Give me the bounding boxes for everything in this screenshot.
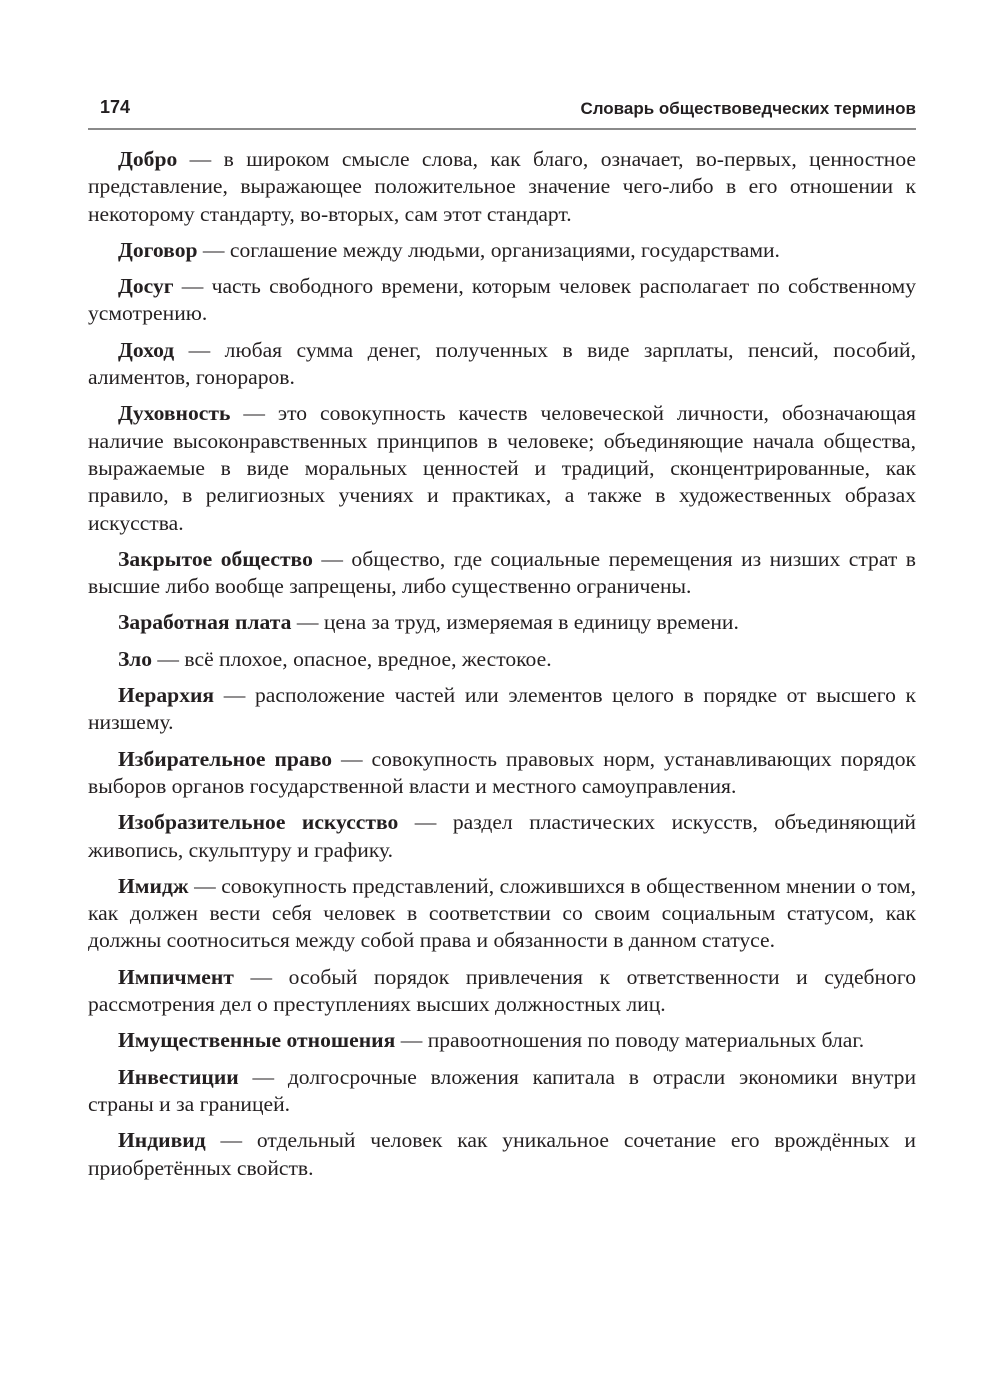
glossary-entry [88, 546, 916, 601]
glossary-entry [88, 1127, 916, 1182]
entry-term: Заработная плата [118, 610, 292, 635]
glossary-entry [88, 1064, 916, 1119]
glossary-entry [88, 964, 916, 1019]
glossary-entry [88, 873, 916, 955]
glossary-entry [88, 1027, 916, 1054]
entry-term: Имидж [118, 873, 189, 898]
entry-definition: — совокупность представлений, сложившихся в общественном мнении о том, как должен вести себя человек в соответствии со своим социальным статусом, как должны соотноситься между собой права и обязанности в данном статусе. [88, 873, 916, 953]
glossary-entry [88, 609, 916, 636]
entry-definition: — любая сумма денег, полученных в виде зарплаты, пенсий, пособий, алиментов, гонораров. [88, 337, 916, 390]
entry-definition: — особый порядок привлечения к ответственности и судебного рассмотрения дел о преступлениях высших должностных лиц. [88, 964, 916, 1017]
glossary-entry [88, 746, 916, 801]
entry-term: Имущественные отношения [118, 1028, 396, 1053]
entry-term: Зло [118, 646, 153, 671]
entry-term: Договор [118, 237, 198, 262]
entry-definition: — соглашение между людьми, организациями, государствами. [197, 237, 780, 262]
entry-definition: — всё плохое, опасное, вредное, жестокое. [152, 646, 552, 671]
entry-term: Иерархия [118, 683, 215, 708]
entry-definition: — цена за труд, измеряемая в единицу времени. [291, 610, 739, 635]
entry-definition: — общество, где социальные перемещения из низших страт в высшие либо вообще запрещены, либо существенно ограничены. [88, 546, 916, 599]
entry-definition: — часть свободного времени, которым человек располагает по собственному усмотрению. [88, 274, 916, 326]
glossary-entry [88, 146, 916, 228]
glossary-entry [88, 809, 916, 864]
entry-definition: — совокупность правовых норм, устанавливающих порядок выборов органов государственной власти и местного самоуправления. [88, 746, 916, 798]
entry-term: Духовность [118, 401, 231, 426]
entry-term: Добро [118, 147, 178, 171]
entry-term: Изобразительное искусство [118, 810, 399, 835]
entry-term: Инвестиции [118, 1064, 239, 1089]
entry-definition: — долгосрочные вложения капитала в отрасли экономики внутри страны и за границей. [88, 1064, 916, 1116]
glossary-entry [88, 337, 916, 392]
entry-definition: — расположение частей или элементов целого в порядке от высшего к низшему. [88, 683, 916, 735]
glossary-entry [88, 237, 916, 264]
entry-term: Досуг [118, 274, 174, 299]
glossary-entry [88, 682, 916, 737]
entry-definition: — раздел пластических искусств, объединяющий живопись, скульптуру и графику. [88, 810, 916, 862]
entry-definition: — это совокупность качеств человеческой личности, обозначающая наличие высоконравственных принципов в человеке; объединяющие начала общества, выражаемые в виде моральных ценностей и традиций, сконцентрированные, как правило, в религиозных учениях и практиках, а также в художественных образах искусства. [88, 401, 916, 535]
entry-term: Избирательное право [118, 746, 333, 771]
page-number: 174 [100, 97, 131, 117]
entry-term: Импичмент [118, 964, 234, 989]
running-title: Словарь обществоведческих терминов [580, 99, 916, 118]
page-header [88, 94, 916, 130]
glossary-entry [88, 646, 916, 673]
glossary-entry [88, 273, 916, 328]
entry-definition: — правоотношения по поводу материальных благ. [395, 1028, 865, 1053]
entry-term: Доход [118, 337, 175, 362]
entry-definition: — отдельный человек как уникальное сочетание его врождённых и приобретённых свойств. [88, 1128, 916, 1180]
entry-term: Закрытое общество [118, 546, 313, 571]
entry-definition: — в широком смысле слова, как благо, означает, во-первых, ценностное представление, выражающее положительное значение чего-либо в его отношении к некоторому стандарту, во-вторых, сам этот стандарт. [88, 147, 916, 226]
glossary-entries [88, 146, 916, 1191]
entry-term: Индивид [118, 1128, 206, 1153]
glossary-entry [88, 400, 916, 536]
